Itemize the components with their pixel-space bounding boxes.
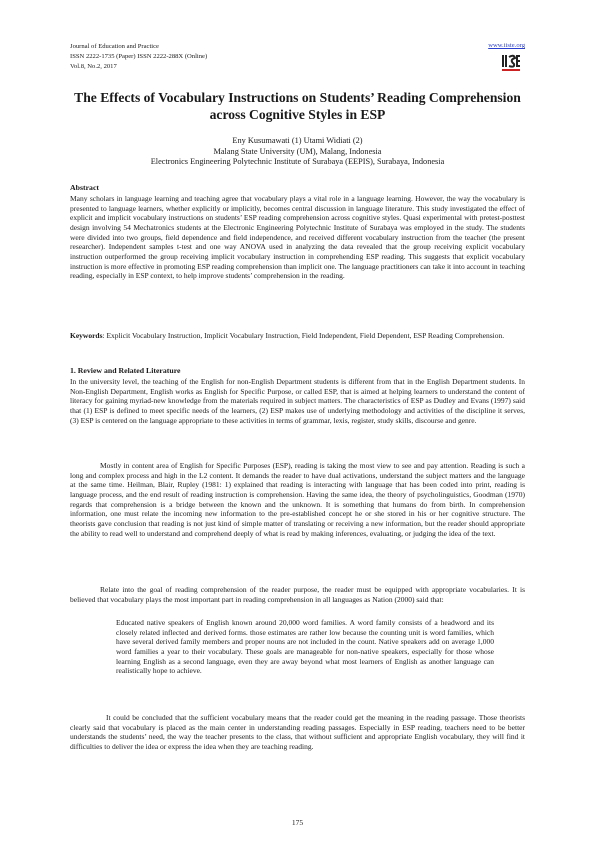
abstract-heading: Abstract	[70, 183, 100, 192]
journal-header	[70, 42, 525, 73]
paragraph-1: In the university level, the teaching of the English for non-English Department students is different from that in the English Department students. In Non-English Department, English works as English for Specific Purpose, or called ESP, that is aimed at helping learners to understand the content of literacy for gaining myriad-new knowledge from the materials required in subject matters. The characteristics of ESP as Dudley and Evans (1997) said that (1) ESP is defined to meet specific needs of the learners, (2) ESP makes use of underlying methodology and activities of the discipline it serves, (3) ESP is centered on the language appropriate to these activities in terms of grammar, lexis, register, study skills, discourse and genre.	[70, 377, 525, 425]
paragraph-2: Mostly in content area of English for Specific Purposes (ESP), reading is taking the most view to see and pay attention. Reading is such a long and complex process and high in the L2 content. It demands the reader to have dual activations, understand the subject matters and the language at the same time. Heilman, Blair, Rupley (1981: 1) explained that reading is interacting with language that has been coded into print, reading is language process, and the end result of reading instruction is comprehension. Having the same idea, the theory of psycholinguistics, Goodman (1970) regards that comprehension is a bridge between the known and the unknown. It is something that humans do from birth. In comprehension information, one must relate the incoming new information to the pre-established concept he or she stored in his or her cognitive structure. The theorists gave conclusion that reading is not just kind of simple matter of translating or receiving a new information, but the reader should appropriate the ability to read well to understand and comprehend deeply of what is read by making inferences, evaluating, or judging the idea of the text.	[70, 461, 525, 538]
paper-page	[70, 0, 525, 842]
journal-name: Journal of Education and Practice	[70, 43, 159, 50]
keywords-paragraph	[70, 331, 525, 341]
abstract-text: Many scholars in language learning and teaching agree that vocabulary plays a vital role in a language learning. However, the way the vocabulary is presented to language learners, whether explicitly or implicitly, becomes central discussion in language literature. This study investigated the effect of explicit and implicit vocabulary instructions on students’ ESP reading comprehension across cognitive styles. Quasi experimental with pretest-posttest design involving 54 Mechatronics students at the Electronic Engineering Polytechnic Institute of Surabaya was employed in the study. The students were divided into two groups, field dependence and field independence, and received different vocabulary instruction from the teacher (the present researcher). Independent samples t-test and one way ANOVA used in analyzing the data revealed that the group receiving explicit vocabulary instruction outperformed the group receiving implicit vocabulary instruction in comprehending ESP reading. This suggests that explicit vocabulary instruction is more effective in promoting ESP reading comprehension than implicit one. The language practitioners can take it into account in teaching reading, especially in ESP context, to help improve students’ comprehension in the reading.	[70, 194, 525, 281]
keywords-label: Keywords	[70, 331, 103, 340]
section-heading: 1. Review and Related Literature	[70, 366, 181, 375]
journal-url-link[interactable]: www.iiste.org	[488, 42, 525, 49]
iiste-logo-icon	[500, 52, 522, 74]
paragraph-3: Relate into the goal of reading comprehension of the reader purpose, the reader must be equipped with appropriate vocabularies. It is believed that vocabulary plays the most important part in reading comprehension in all languages as Nation (2000) said that:	[70, 585, 525, 604]
paper-title: The Effects of Vocabulary Instructions on Students’ Reading Comprehension across Cognitive Styles in ESP	[74, 90, 521, 122]
affiliation-2: Electronics Engineering Polytechnic Institute of Surabaya (EEPIS), Surabaya, Indonesia	[150, 157, 445, 167]
page-number: 175	[291, 818, 304, 827]
issn-line: ISSN 2222-1735 (Paper) ISSN 2222-288X (Online)	[70, 53, 208, 61]
paragraph-4: It could be concluded that the sufficient vocabulary means that the reader could get the meaning in the reading passage. Those theorists clearly said that vocabulary is placed as the main center in understanding reading passages. Especially in ESP reading, teachers need to be better understands the students’ need, the way the teacher presents to the class, that without sufficient and appropriate English vocabulary, they will find it difficulties to deliver the idea or express the idea when they are teaching reading.	[70, 713, 525, 751]
author-names: Eny Kusumawati (1) Utami Widiati (2)	[232, 136, 363, 145]
volume-line: Vol.8, No.2, 2017	[70, 63, 117, 71]
keywords-list: : Explicit Vocabulary Instruction, Implicit Vocabulary Instruction, Field Independent, Field Dependent, ESP Reading Comprehension.	[102, 331, 505, 340]
affiliation-1: Malang State University (UM), Malang, Indonesia	[213, 146, 382, 156]
author-block	[70, 136, 525, 168]
block-quote: Educated native speakers of English known around 20,000 word families. A word family consists of a headword and its closely related inflected and derived forms. those estimates are rather low because the counting unit is word families, which have several derived family members and proper nouns are not included in the count. Native speakers add on average 1,000 word families a year to their vocabulary. These goals are manageable for non-native speakers, especially for those whose learning English as a second language, even they are away beyond what most learners of English as another language can realistically hope to achieve.	[116, 618, 494, 676]
